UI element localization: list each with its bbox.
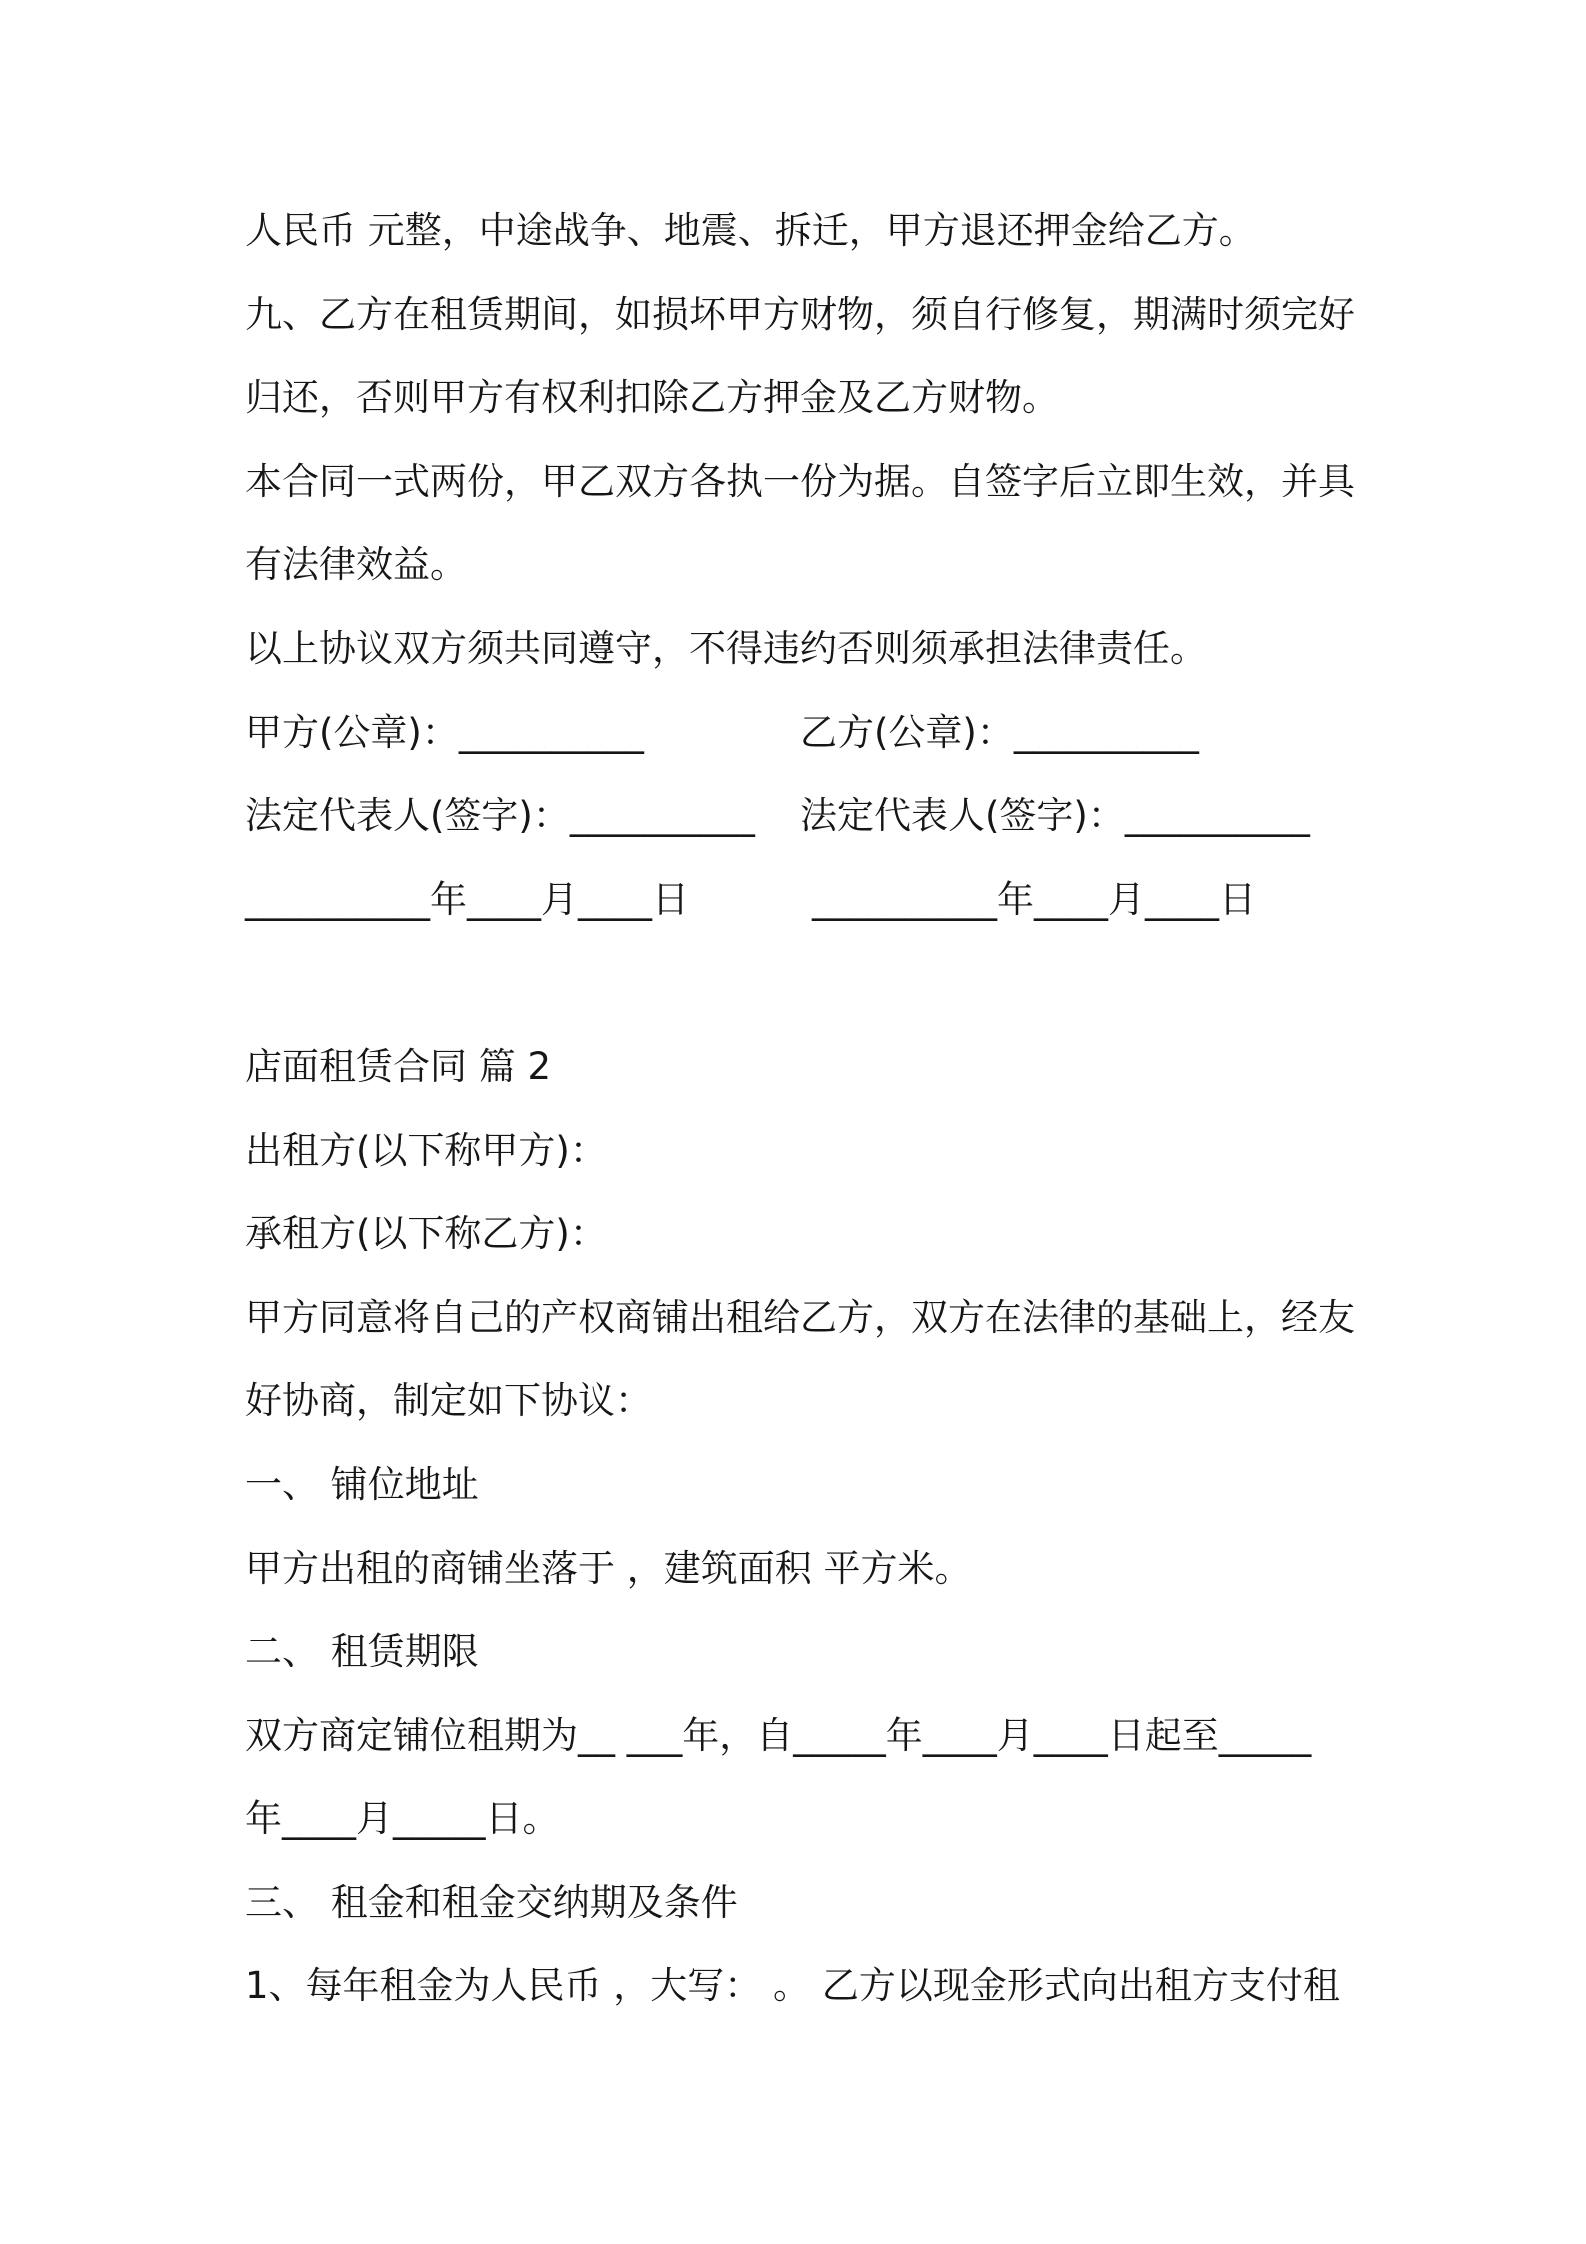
paragraph-line: 有法律效益。: [245, 543, 467, 587]
section-heading-address: 一、 铺位地址: [245, 1462, 479, 1506]
party-a-seal-field: 甲方(公章)：__________: [245, 710, 644, 754]
signature-row-representative: [245, 774, 1385, 858]
paragraph-line: 人民币 元整，中途战争、地震、拆迁，甲方退还押金给乙方。: [245, 209, 1256, 252]
signature-row-date: [245, 858, 1385, 942]
party-b-representative-field: 法定代表人(签字)：__________: [800, 794, 1310, 838]
paragraph-line: 九、乙方在租赁期间，如损坏甲方财物，须自行修复，期满时须完好: [245, 292, 1355, 336]
paragraph-line: 甲方同意将自己的产权商铺出租给乙方，双方在法律的基础上，经友: [245, 1295, 1355, 1339]
paragraph-line: 以上协议双方须共同遵守，不得违约否则须承担法律责任。: [245, 626, 1207, 670]
signature-row-seal: [245, 691, 1385, 775]
paragraph-line: 年____月_____日。: [245, 1797, 560, 1841]
paragraph-line: 1、每年租金为人民币 ，大写： 。 乙方以现金形式向出租方支付租: [245, 1964, 1340, 2008]
party-a-date-field: __________年____月____日: [245, 877, 689, 921]
paragraph-line: 归还，否则甲方有权利扣除乙方押金及乙方财物。: [245, 376, 1059, 420]
lessee-line: 承租方(以下称乙方)：: [245, 1212, 607, 1256]
paragraph-line: 本合同一式两份，甲乙双方各执一份为据。自签字后立即生效，并具: [245, 459, 1355, 503]
paragraph-line: 好协商，制定如下协议：: [245, 1379, 652, 1423]
party-b-seal-field: 乙方(公章)：__________: [800, 710, 1199, 754]
section-heading-term: 二、 租赁期限: [245, 1630, 479, 1674]
party-a-representative-field: 法定代表人(签字)：__________: [245, 794, 755, 838]
contract-body: [245, 189, 1385, 2028]
party-b-date-field: __________年____月____日: [812, 877, 1256, 921]
section-heading-rent: 三、 租金和租金交纳期及条件: [245, 1880, 738, 1924]
spacer: [245, 941, 1385, 1025]
contract-title: 店面租赁合同 篇 2: [245, 1044, 552, 1088]
paragraph-line: 甲方出租的商铺坐落于 ，建筑面积 平方米。: [245, 1546, 972, 1590]
lessor-line: 出租方(以下称甲方)：: [245, 1128, 607, 1172]
paragraph-line: 双方商定铺位租期为__ ___年，自_____年____月____日起至_____: [245, 1713, 1312, 1757]
